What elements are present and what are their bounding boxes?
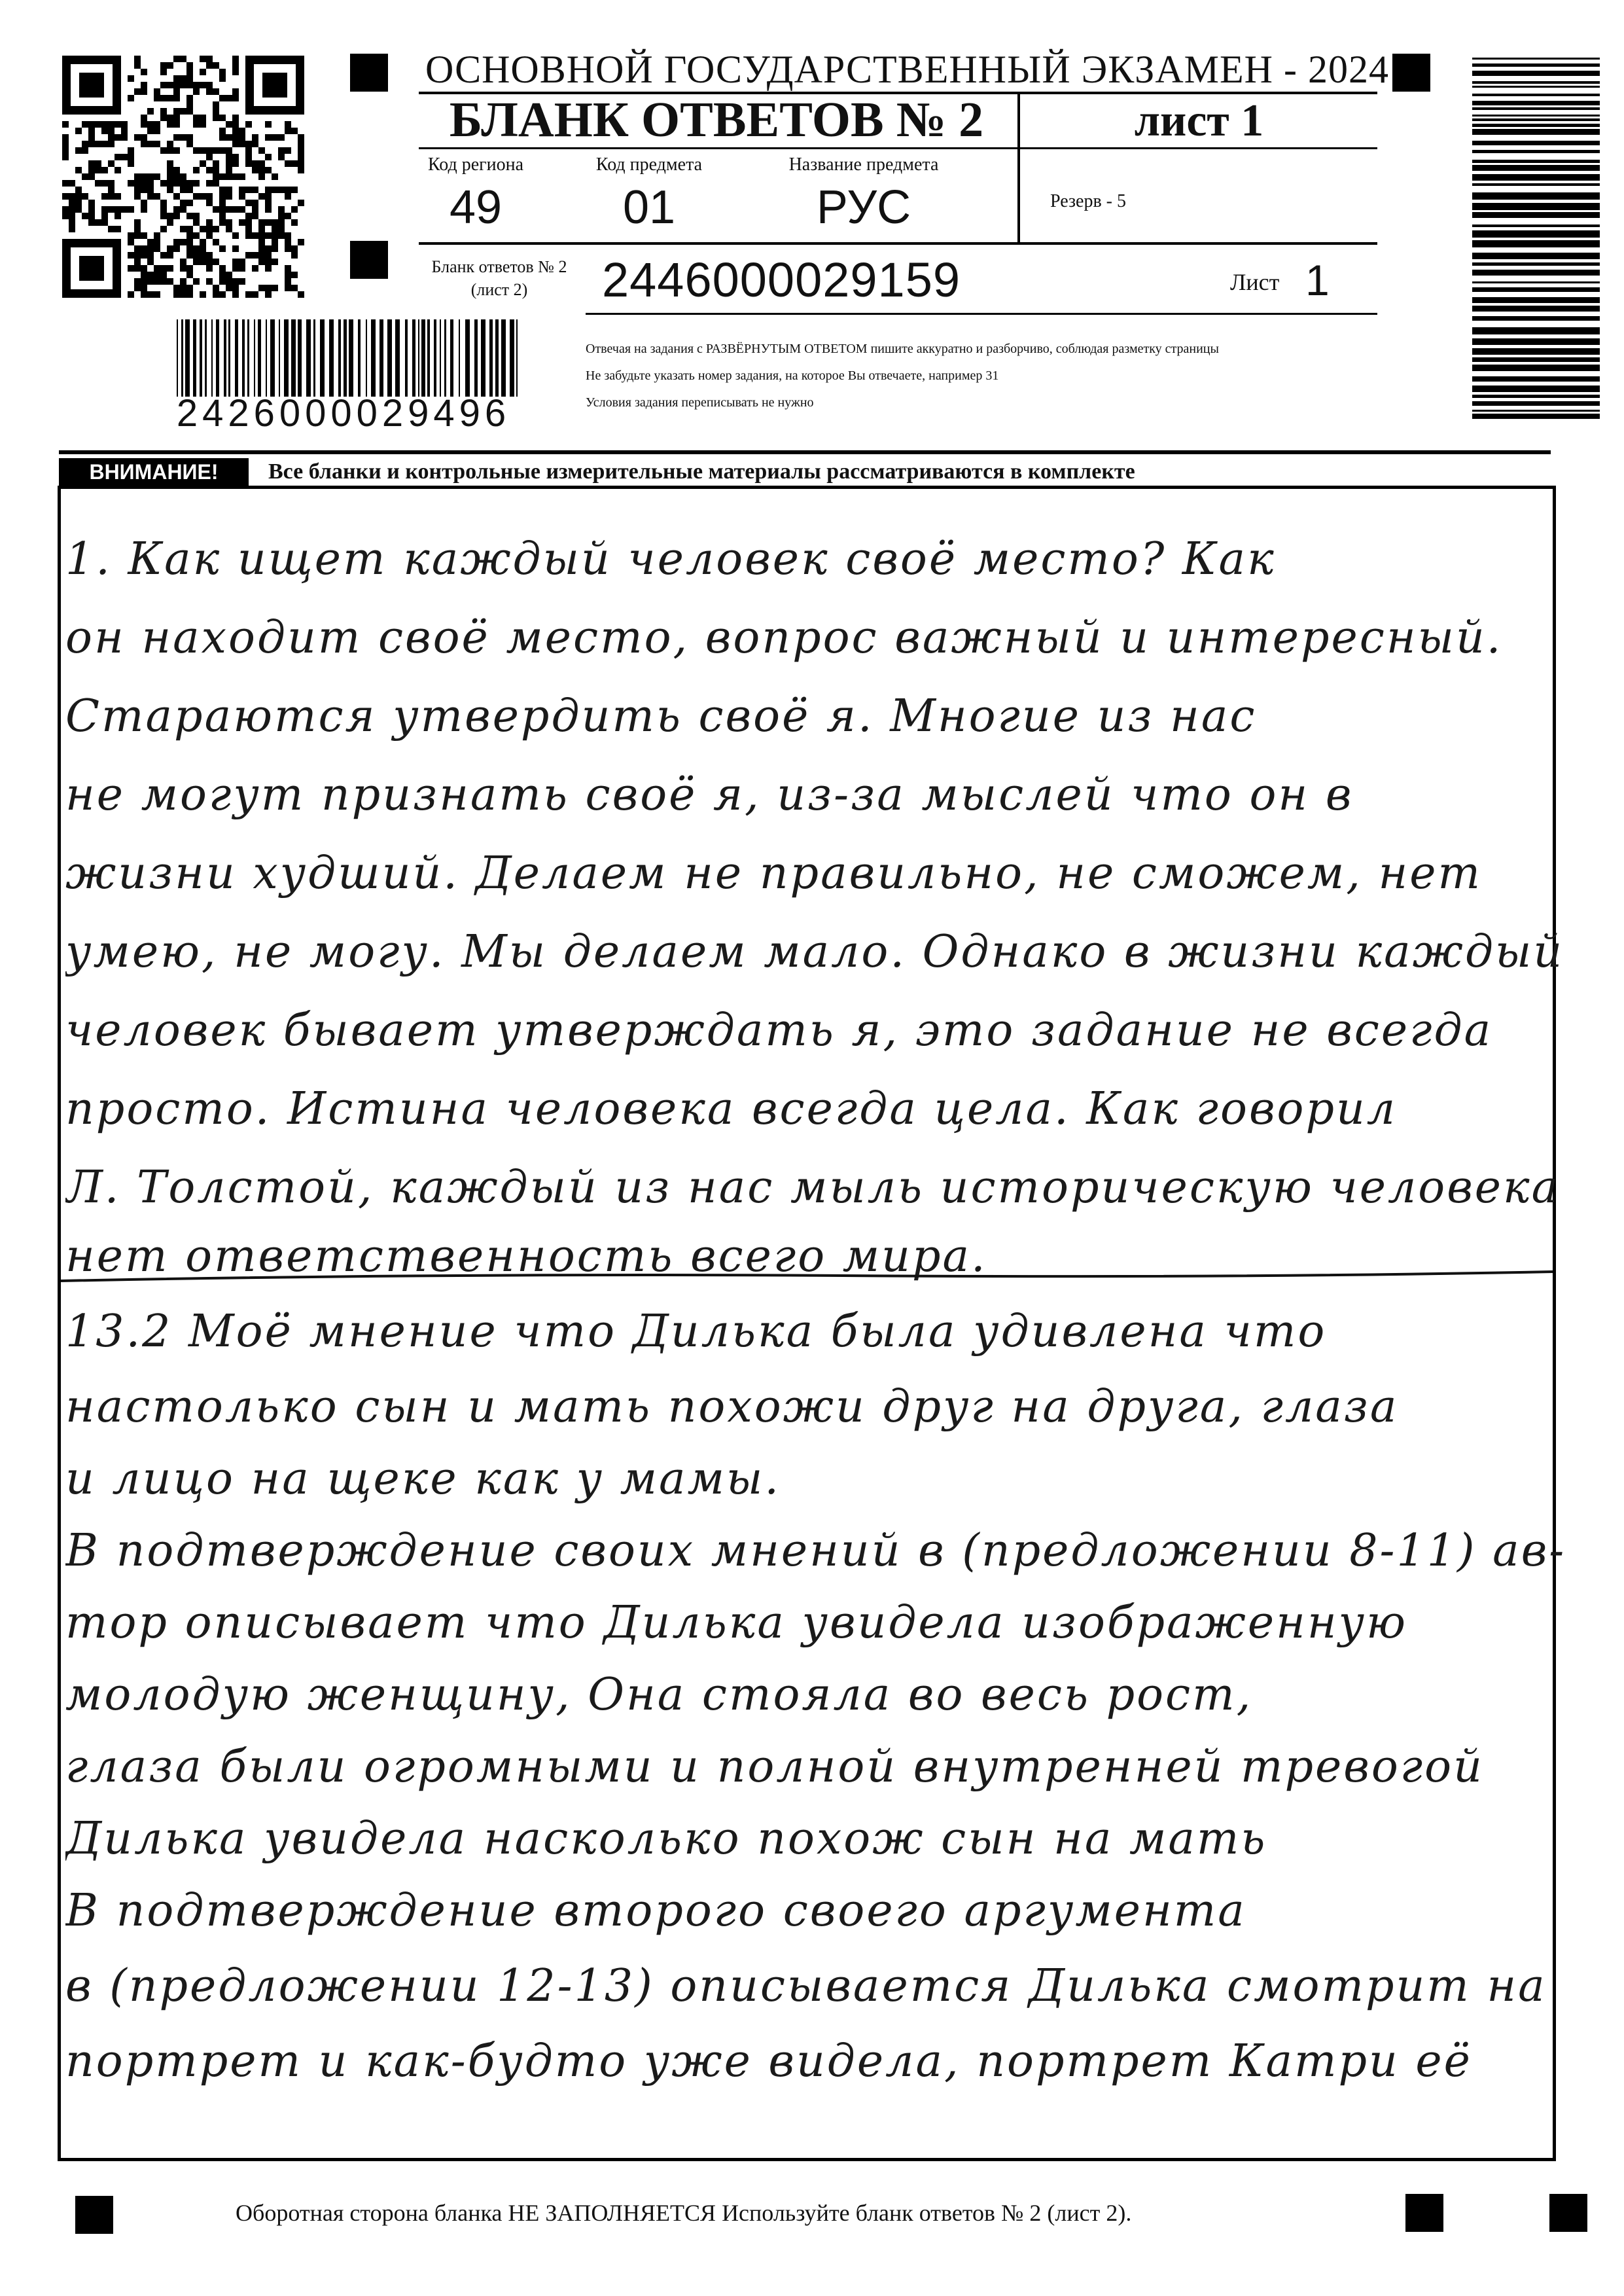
answer-line: молодую женщину, Она стояла во весь рост, bbox=[65, 1669, 1253, 1721]
registration-mark-bottom-right-2 bbox=[1549, 2194, 1587, 2232]
header-row-divider bbox=[419, 147, 1377, 149]
registration-mark-mid-left bbox=[350, 241, 388, 279]
answer-line: глаза были огромными и полной внутренней тревогой bbox=[65, 1741, 1484, 1793]
form-title: БЛАНК ОТВЕТОВ № 2 bbox=[449, 92, 984, 147]
footer-text: Оборотная сторона бланка НЕ ЗАПОЛНЯЕТСЯ Используйте бланк ответов № 2 (лист 2). bbox=[236, 2200, 1132, 2226]
instruction-line-3: Условия задания переписывать не нужно bbox=[586, 395, 814, 410]
subject-code-value: 01 bbox=[622, 181, 676, 234]
answer-line: умею, не могу. Мы делаем мало. Однако в жизни каждый bbox=[65, 926, 1564, 978]
qr-code bbox=[62, 56, 304, 298]
registration-mark-bottom-left bbox=[75, 2196, 113, 2234]
attention-badge: ВНИМАНИЕ! bbox=[59, 458, 249, 486]
answer-line: просто. Истина человека всегда цела. Как говорил bbox=[65, 1083, 1398, 1135]
header-vertical-divider bbox=[1017, 92, 1020, 243]
answer-line: он находит своё место, вопрос важный и интересный. bbox=[65, 612, 1503, 664]
subject-name-label: Название предмета bbox=[788, 154, 939, 175]
exam-title: ОСНОВНОЙ ГОСУДАРСТВЕННЫЙ ЭКЗАМЕН - 2024 bbox=[425, 48, 1389, 91]
answer-line: человек бывает утверждать я, это задание не всегда bbox=[65, 1005, 1493, 1056]
answer-line: не могут признать своё я, из-за мыслей что он в bbox=[65, 769, 1354, 821]
answer-line: Стараются утвердить своё я. Многие из нас bbox=[65, 691, 1257, 742]
list-label: Лист bbox=[1230, 269, 1280, 295]
instruction-line-2: Не забудьте указать номер задания, на которое Вы отвечаете, например 31 bbox=[586, 368, 999, 383]
form-number: 2446000029159 bbox=[602, 253, 961, 307]
answer-line: Дилька увидела насколько похож сын на мать bbox=[65, 1813, 1267, 1865]
answer-line: жизни худший. Делаем не правильно, не сможем, нет bbox=[65, 848, 1482, 899]
answer-line: портрет и как-будто уже видела, портрет Катри её bbox=[65, 2036, 1472, 2087]
attention-text: Все бланки и контрольные измерительные материалы рассматриваются в комплекте bbox=[268, 459, 1135, 484]
answer-line: и лицо на щеке как у мамы. bbox=[65, 1453, 781, 1505]
form2-label-line2: (лист 2) bbox=[470, 280, 528, 299]
answer-separator-line bbox=[58, 1266, 1556, 1286]
attention-top-line bbox=[59, 450, 1551, 454]
barcode-number: 2426000029496 bbox=[176, 392, 511, 435]
answer-line: В подтверждение своих мнений в (предложении 8-11) ав- bbox=[65, 1525, 1566, 1577]
reserve-label: Резерв - 5 bbox=[1050, 191, 1127, 211]
answer-line: 13.2 Моё мнение что Дилька была удивлена что bbox=[65, 1306, 1327, 1357]
region-value: 49 bbox=[449, 181, 503, 234]
side-barcode bbox=[1472, 58, 1600, 424]
sheet-label: лист 1 bbox=[1134, 96, 1264, 146]
instruction-line-1: Отвечая на задания с РАЗВЁРНУТЫМ ОТВЕТОМ пишите аккуратно и разборчиво, соблюдая разметку страницы bbox=[586, 342, 1219, 356]
form-number-underline bbox=[586, 313, 1377, 315]
form2-label-line1: Бланк ответов № 2 bbox=[431, 257, 567, 276]
list-value: 1 bbox=[1305, 256, 1330, 304]
region-label: Код региона bbox=[427, 154, 524, 175]
answer-line: тор описывает что Дилька увидела изображенную bbox=[65, 1597, 1407, 1649]
registration-mark-top-right bbox=[1392, 54, 1430, 92]
answer-line: настолько сын и мать похожи друг на друга, глаза bbox=[65, 1381, 1399, 1433]
answer-line: 1. Как ищет каждый человек своё место? Как bbox=[65, 533, 1276, 585]
main-barcode bbox=[177, 319, 523, 397]
answer-line: в (предложении 12-13) описывается Дилька смотрит на bbox=[65, 1960, 1547, 2012]
subject-code-label: Код предмета bbox=[595, 154, 703, 175]
answer-line: В подтверждение второго своего аргумента bbox=[65, 1885, 1246, 1937]
registration-mark-bottom-right-1 bbox=[1405, 2194, 1443, 2232]
subject-name-value: РУС bbox=[816, 181, 911, 234]
answer-line: нет ответственность всего мира. bbox=[65, 1230, 987, 1282]
registration-mark-top-left bbox=[350, 54, 388, 92]
answer-line: Л. Толстой, каждый из нас мыль историческую человека bbox=[65, 1162, 1561, 1213]
fields-bottom-line bbox=[419, 242, 1377, 245]
